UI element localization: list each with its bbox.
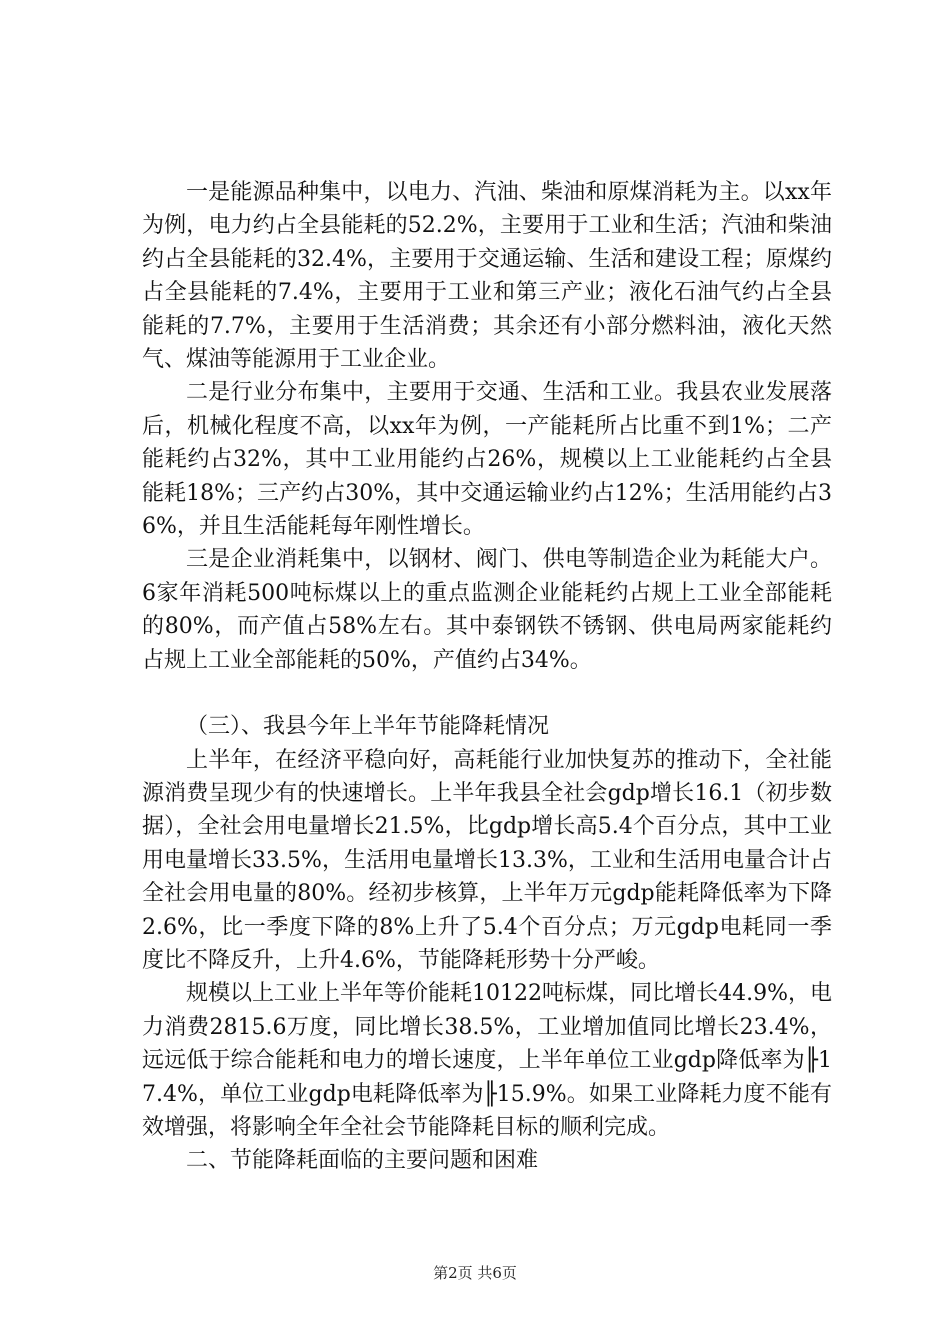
closing-heading: 二、节能降耗面临的主要问题和困难 (186, 1148, 539, 1174)
paragraph-industrial-energy: 规模以上工业上半年等价能耗10122吨标煤，同比增长44.9%，电力消费2815.6万度，同比增长38.5%，工业增加值同比增长23.4%，远远低于综合能耗和电力的增长速度，上半年单位工业gdp降低率为╟17.4%，单位工业gdp电耗降低率为╟15.9%。如果工业降耗力度不能有效增强，将影响全年全社会节能降耗目标的顺利完成。 (142, 981, 832, 1140)
paragraph-first-half-overview: 上半年，在经济平稳向好，高耗能行业加快复苏的推动下，全社能源消费呈现少有的快速增长。上半年我县全社会gdp增长16.1（初步数据），全社会用电量增长21.5%，比gdp增长高5.4个百分点，其中工业用电量增长33.5%，生活用电量增长13.3%，工业和生活用电量合计占全社会用电量的80%。经初步核算，上半年万元gdp能耗降低率为下降2.6%，比一季度下降的8%上升了5.4个百分点；万元gdp电耗同一季度比不降反升，上升4.6%，节能降耗形势十分严峻。 (142, 747, 832, 973)
paragraph-industry-distribution: 二是行业分布集中，主要用于交通、生活和工业。我县农业发展落后，机械化程度不高，以xx年为例，一产能耗所占比重不到1%；二产能耗约占32%，其中工业用能约占26%，规模以上工业能耗约占全县能耗18%；三产约占30%，其中交通运输业约占12%；生活用能约占36%，并且生活能耗每年刚性增长。 (142, 380, 832, 540)
page-footer: 第2页 共6页 (433, 1264, 517, 1282)
document-body (142, 176, 832, 1178)
paragraph-enterprise-consumption: 三是企业消耗集中，以钢材、阀门、供电等制造企业为耗能大户。6家年消耗500吨标煤以上的重点监测企业能耗约占规上工业全部能耗的80%，而产值占58%左右。其中泰钢铁不锈钢、供电局两家能耗约占规上工业全部能耗的50%，产值约占34%。 (142, 547, 832, 673)
section-heading: （三）、我县今年上半年节能降耗情况 (186, 714, 550, 740)
paragraph-gap (142, 677, 832, 710)
paragraph-energy-types: 一是能源品种集中，以电力、汽油、柴油和原煤消耗为主。以xx年为例，电力约占全县能耗的52.2%，主要用于工业和生活；汽油和柴油约占全县能耗的32.4%，主要用于交通运输、生活和建设工程；原煤约占全县能耗的7.4%，主要用于工业和第三产业；液化石油气约占全县能耗的7.7%，主要用于生活消费；其余还有小部分燃料油，液化天然气、煤油等能源用于工业企业。 (142, 180, 832, 373)
